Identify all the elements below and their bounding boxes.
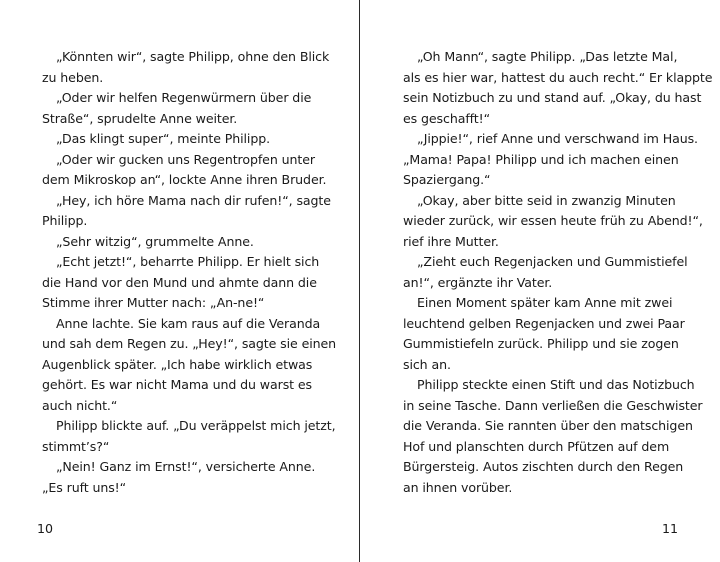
text-line: Philipp blickte auf. „Du veräppelst mich jetzt,	[56, 418, 336, 433]
text-line: sich an.	[403, 356, 451, 372]
text-line: „Oh Mann“, sagte Philipp. „Das letzte Mal,	[417, 49, 678, 64]
text-line: „Nein! Ganz im Ernst!“, versicherte Anne.	[56, 459, 316, 474]
text-line: Augenblick später. „Ich habe wirklich etwas	[42, 356, 313, 372]
text-line: „Echt jetzt!“, beharrte Philipp. Er hielt sich	[56, 254, 320, 269]
text-line: Stimme ihrer Mutter nach: „An-ne!“	[42, 295, 265, 310]
text-line: Straße“, sprudelte Anne weiter.	[42, 110, 238, 126]
text-line: als es hier war, hattest du auch recht.“ Er klappte	[403, 69, 713, 85]
text-line: Philipp steckte einen Stift und das Notizbuch	[417, 377, 695, 392]
text-line: „Es ruft uns!“	[42, 479, 127, 495]
text-line: „Könnten wir“, sagte Philipp, ohne den Blick	[56, 49, 330, 64]
text-line: „Okay, aber bitte seid in zwanzig Minuten	[417, 192, 676, 208]
text-line: „Oder wir gucken uns Regentropfen unter	[56, 151, 315, 167]
text-line: Bürgersteig. Autos zischten durch den Regen	[403, 459, 684, 474]
text-line: „Zieht euch Regenjacken und Gummistiefel	[417, 254, 688, 269]
page-gutter	[359, 0, 360, 562]
text-line: und sah dem Regen zu. „Hey!“, sagte sie einen	[42, 336, 337, 351]
text-line: zu heben.	[42, 69, 104, 85]
text-line: „Das klingt super“, meinte Philipp.	[56, 131, 271, 146]
text-line: „Oder wir helfen Regenwürmern über die	[56, 90, 312, 105]
text-line: stimmt’s?“	[42, 438, 110, 454]
text-line: „Sehr witzig“, grummelte Anne.	[56, 233, 254, 249]
text-line: Spaziergang.“	[403, 172, 491, 187]
text-line: gehört. Es war nicht Mama und du warst es	[42, 377, 313, 392]
text-line: „Hey, ich höre Mama nach dir rufen!“, sagte	[56, 192, 331, 208]
left-page-text	[42, 47, 337, 498]
text-line: an ihnen vorüber.	[403, 479, 513, 495]
left-page-number: 10	[37, 521, 54, 536]
text-line: in seine Tasche. Dann verließen die Geschwister	[403, 397, 703, 413]
right-page-number: 11	[662, 521, 679, 536]
text-line: Philipp.	[42, 213, 88, 228]
text-line: an!“, ergänzte ihr Vater.	[403, 274, 553, 290]
text-line: „Mama! Papa! Philipp und ich machen einen	[403, 151, 679, 167]
text-line: wieder zurück, wir essen heute früh zu Abend!“,	[403, 213, 703, 228]
text-line: „Jippie!“, rief Anne und verschwand im Haus.	[417, 131, 698, 146]
text-line: Einen Moment später kam Anne mit zwei	[417, 295, 673, 310]
text-line: auch nicht.“	[42, 397, 118, 413]
text-line: Gummistiefeln zurück. Philipp und sie zogen	[403, 336, 679, 351]
text-line: rief ihre Mutter.	[403, 233, 499, 249]
text-line: Hof und planschten durch Pfützen auf dem	[403, 438, 670, 454]
text-line: sein Notizbuch zu und stand auf. „Okay, du hast	[403, 90, 702, 105]
text-line: leuchtend gelben Regenjacken und zwei Paar	[403, 315, 685, 331]
text-line: dem Mikroskop an“, lockte Anne ihren Bruder.	[42, 172, 327, 187]
text-line: die Hand vor den Mund und ahmte dann die	[42, 274, 317, 290]
text-line: es geschafft!“	[403, 110, 490, 126]
right-page-text	[403, 47, 713, 498]
text-line: Anne lachte. Sie kam raus auf die Veranda	[56, 315, 321, 331]
text-line: die Veranda. Sie rannten über den matschigen	[403, 418, 693, 433]
